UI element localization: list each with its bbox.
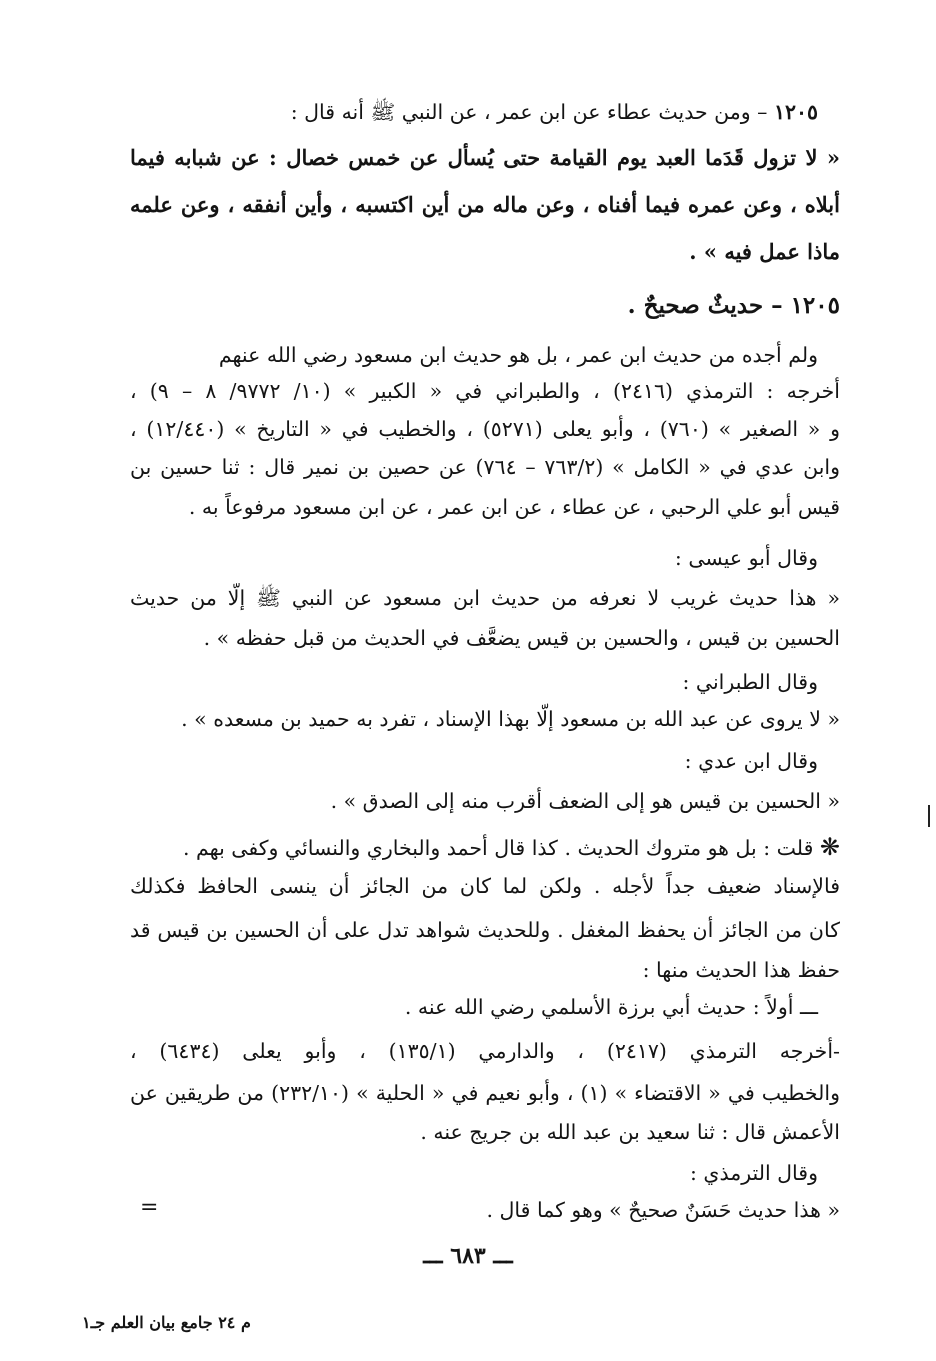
continuation-mark: =	[140, 1195, 159, 1220]
commentary-line: -أخرجه الترمذي (٢٤١٧) ، والدارمي (١٣٥/١) ، وأبو يعلى (٦٤٣٤) ،	[130, 1039, 840, 1063]
commentary-line: وقال الترمذي :	[689, 1161, 818, 1185]
commentary-line: ولم أجده من حديث ابن عمر ، بل هو حديث ابن مسعود رضي الله عنهم	[218, 343, 818, 367]
commentary-line: حفظ هذا الحديث منها :	[642, 958, 840, 982]
page-number: ـــ ٦٨٣ ـــ	[423, 1243, 513, 1269]
commentary-line: وابن عدي في « الكامل » (٧٦٣/٢ – ٧٦٤) عن حصين بن نمير قال : ثنا حسين بن	[130, 455, 840, 479]
commentary-line: وقال أبو عيسى :	[674, 546, 818, 570]
asterisk-icon: ❋	[819, 833, 840, 861]
quote-line: « هذا حديث غريب لا نعرفه من حديث ابن مسعود عن النبي ﷺ إلّا من حديث	[130, 586, 840, 610]
commentary-line: الأعمش قال : ثنا سعيد بن عبد الله بن جريج عنه .	[420, 1120, 840, 1144]
commentary-line: فالإسناد ضعيف جداً لأجله . ولكن لما كان من الجائز أن ينسى الحافظ فكذلك	[130, 874, 840, 898]
note-line: ❋ قلت : بل هو متروك الحديث . كذا قال أحمد والبخاري والنسائي وكفى بهم .	[182, 833, 840, 861]
commentary-line: و « الصغير » (٧٦٠) ، وأبو يعلى (٥٢٧١) ، والخطيب في « التاريخ » (١٢/٤٤٠) ،	[130, 417, 840, 441]
hadith-text-line: ماذا عمل فيه » .	[689, 239, 840, 264]
quote-line: « هذا حديث حَسَنٌ صحيحٌ » وهو كما قال .	[486, 1198, 840, 1222]
commentary-line: ـــ أولاً : حديث أبي برزة الأسلمي رضي الله عنه .	[404, 995, 818, 1019]
quote-line: « الحسين بن قيس هو إلى الضعف أقرب منه إلى الصدق » .	[330, 789, 840, 813]
margin-mark	[928, 805, 930, 827]
signature-footer: م ٢٤ جامع بيان العلم جـ١	[82, 1313, 251, 1332]
commentary-line: وقال ابن عدي :	[684, 749, 818, 773]
commentary-line: أخرجه : الترمذي (٢٤١٦) ، والطبراني في « الكبير » (١٠/ ٩٧٧٢/ ٨ – ٩) ،	[130, 379, 840, 403]
quote-line: « لا يروى عن عبد الله بن مسعود إلّا بهذا الإسناد ، تفرد به حميد بن مسعده » .	[181, 707, 840, 731]
quote-line: الحسين بن قيس ، والحسين بن قيس يضعَّف في الحديث من قبل حفظه » .	[203, 626, 840, 650]
hadith-text-line: « لا تزول قَدَما العبد يوم القيامة حتى يُسأل عن خمس خصال : عن شبابه فيما	[130, 145, 840, 170]
commentary-heading: ١٢٠٥ – حديثٌ صحيحٌ .	[627, 292, 840, 319]
hadith-text-line: أبلاه ، وعن عمره فيما أفناه ، وعن ماله من أين اكتسبه ، وأين أنفقه ، وعن علمه	[130, 192, 840, 217]
commentary-line: والخطيب في « الاقتضاء » (١) ، وأبو نعيم في « الحلية » (٢٣٢/١٠) من طريقين عن	[130, 1081, 840, 1105]
hadith-number: ١٢٠٥	[773, 100, 818, 124]
hadith-intro-line: ١٢٠٥ – ومن حديث عطاء عن ابن عمر ، عن النبي ﷺ أنه قال :	[290, 100, 818, 124]
commentary-line: كان من الجائز أن يحفظ المغفل . وللحديث شواهد تدل على أن الحسين بن قيس قد	[130, 918, 840, 942]
commentary-line: وقال الطبراني :	[682, 670, 818, 694]
commentary-line: قيس أبو علي الرحبي ، عن عطاء ، عن ابن عمر ، عن ابن مسعود مرفوعاً به .	[188, 495, 840, 519]
